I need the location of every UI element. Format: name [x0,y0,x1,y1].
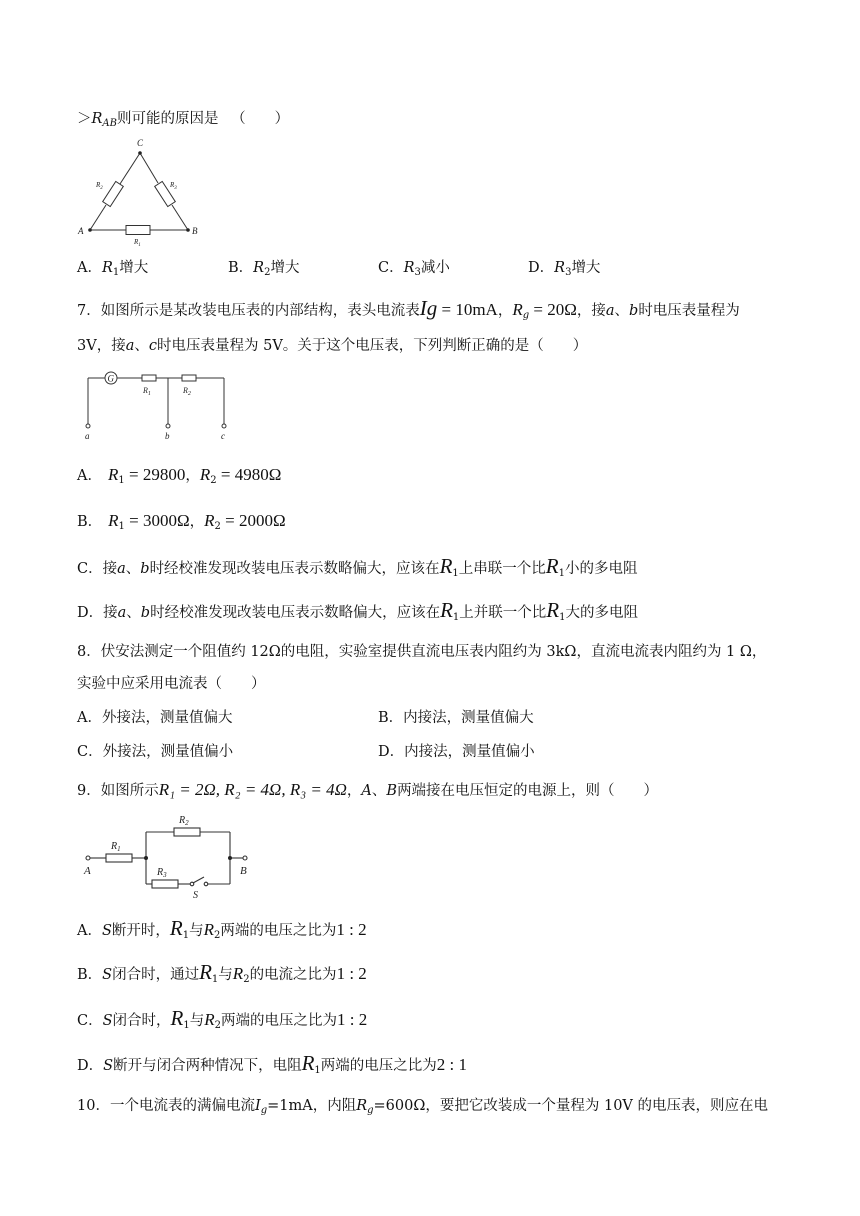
q7-terminal-c [222,424,226,428]
q7-label-c: c [221,431,225,441]
q9-stem: 9．如图所示R₁ = 2Ω, R₂ = 4Ω, R₃ = 4Ω，A、B两端接在电压恒定的电源上，则（ ） [77,780,659,799]
q9-label-r3: $R_3$ [157,867,167,879]
q6-answer-paren: （ ） [231,111,290,127]
q8-option-d: D．内接法，测量值偏小 [378,744,535,760]
q9-option-b: B．S闭合时，通过$R_1$与$R_2$的电流之比为1 : 2 [77,960,367,985]
q6-option-b: B．$R_2$增大 [228,260,300,278]
q6-triangle-circuit [78,136,208,248]
q7-voltmeter-circuit [80,366,240,444]
q6-label-c: C [137,138,144,148]
q7-label-r1: $R_1$ [143,386,151,397]
q9-resistor-r1 [106,854,132,862]
q6-label-b: B [192,226,198,236]
q9-terminal-a [86,856,90,860]
q8-option-b: B．内接法，测量值偏大 [378,710,534,726]
q9-label-a: A [84,865,91,877]
q9-resistor-r3 [152,880,178,888]
q6-label-r1: $R_1$ [134,238,141,248]
q9-equation: R₁ = 2Ω, R₂ = 4Ω, R₃ = 4Ω [158,780,347,799]
q10-stem-line1: 10．一个电流表的满偏电流$I_g=1mA$，内阻$R_g=600\Omega$，要把它改装成一个量程为 10V 的电压表，则应在电 [77,1098,769,1116]
q8-option-c: C．外接法，测量值偏小 [77,744,234,760]
q7-option-b: B． $R_1 = 3000\Omega$，$R_2 = 2000\Omega$ [77,511,286,532]
q7-stem-line1: 7．如图所示是某改装电压表的内部结构，表头电流表Ig = 10mA，$R_g = 20\Omega$，接a、b时电压表量程为 [77,296,740,321]
q9-option-c: C．S闭合时，$R_1$与$R_2$两端的电压之比为1 : 2 [77,1006,368,1031]
q7-label-a: a [85,431,90,441]
q9-switch-s[interactable] [193,877,204,883]
q9-label-b: B [240,865,247,877]
q9-option-d: D．S断开与闭合两种情况下，电阻$R_1$两端的电压之比为2 : 1 [77,1051,468,1076]
q9-label-s: S [193,890,198,901]
q7-stem-line2: 3V，接a、c时电压表量程为 5V。关于这个电压表，下列判断正确的是（ ） [77,338,588,354]
q8-stem-line2: 实验中应采用电流表（ ） [77,676,266,692]
q6-stem-symbol: ＞ [77,111,92,127]
q6-label-r3: $R_3$ [170,181,177,191]
q7-label-r2: $R_2$ [183,386,191,397]
q9-junction-right [228,856,232,860]
q9-label-r1: $R_1$ [111,841,121,853]
q8-option-a: A．外接法，测量值偏大 [77,710,233,726]
q9-resistor-r2 [174,828,200,836]
q7-label-g: G [107,373,114,384]
q7-terminal-a [86,424,90,428]
q7-resistor-r1 [142,375,156,381]
q6-node-c [138,151,142,155]
q9-label-r2: $R_2$ [179,815,189,827]
q6-label-a: A [78,226,84,236]
q9-option-a: A．S断开时，$R_1$与$R_2$两端的电压之比为1 : 2 [77,916,367,941]
q6-option-a: A．$R_1$增大 [77,260,149,278]
q6-resistor-r2 [103,181,124,206]
q7-resistor-r2 [182,375,196,381]
q6-option-c: C．$R_3$减小 [378,260,450,278]
q6-node-a [88,228,92,232]
q6-option-d: D．$R_3$增大 [528,260,601,278]
q7-option-a: A． $R_1 = 29800$，$R_2 = 4980\Omega$ [77,465,282,486]
q6-stem-sub: AB [102,118,117,129]
q8-stem-line1: 8．伏安法测定一个阻值约 12Ω的电阻，实验室提供直流电压表内阻约为 3kΩ，直流电流表内阻约为 1 Ω， [77,644,767,660]
q6-label-r2: $R_2$ [96,181,103,191]
q6-stem-r: R [91,111,103,127]
q9-terminal-b [243,856,247,860]
q9-parallel-circuit [80,812,260,901]
q9-switch-contact-right [204,882,208,886]
q6-node-b [186,228,190,232]
q7-option-c: C．接a、b时经校准发现改装电压表示数略偏大，应该在$R_1$上串联一个比$R_1$小的多电阻 [77,554,638,579]
q6-resistor-r1 [126,226,150,235]
q7-label-b: b [165,431,170,441]
q7-option-d: D．接a、b时经校准发现改装电压表示数略偏大，应该在$R_1$上并联一个比$R_1$大的多电阻 [77,598,638,623]
q6-stem [77,109,289,134]
q6-stem-text: 则可能的原因是 [117,111,219,127]
q7-terminal-b [166,424,170,428]
q9-junction-left [144,856,148,860]
